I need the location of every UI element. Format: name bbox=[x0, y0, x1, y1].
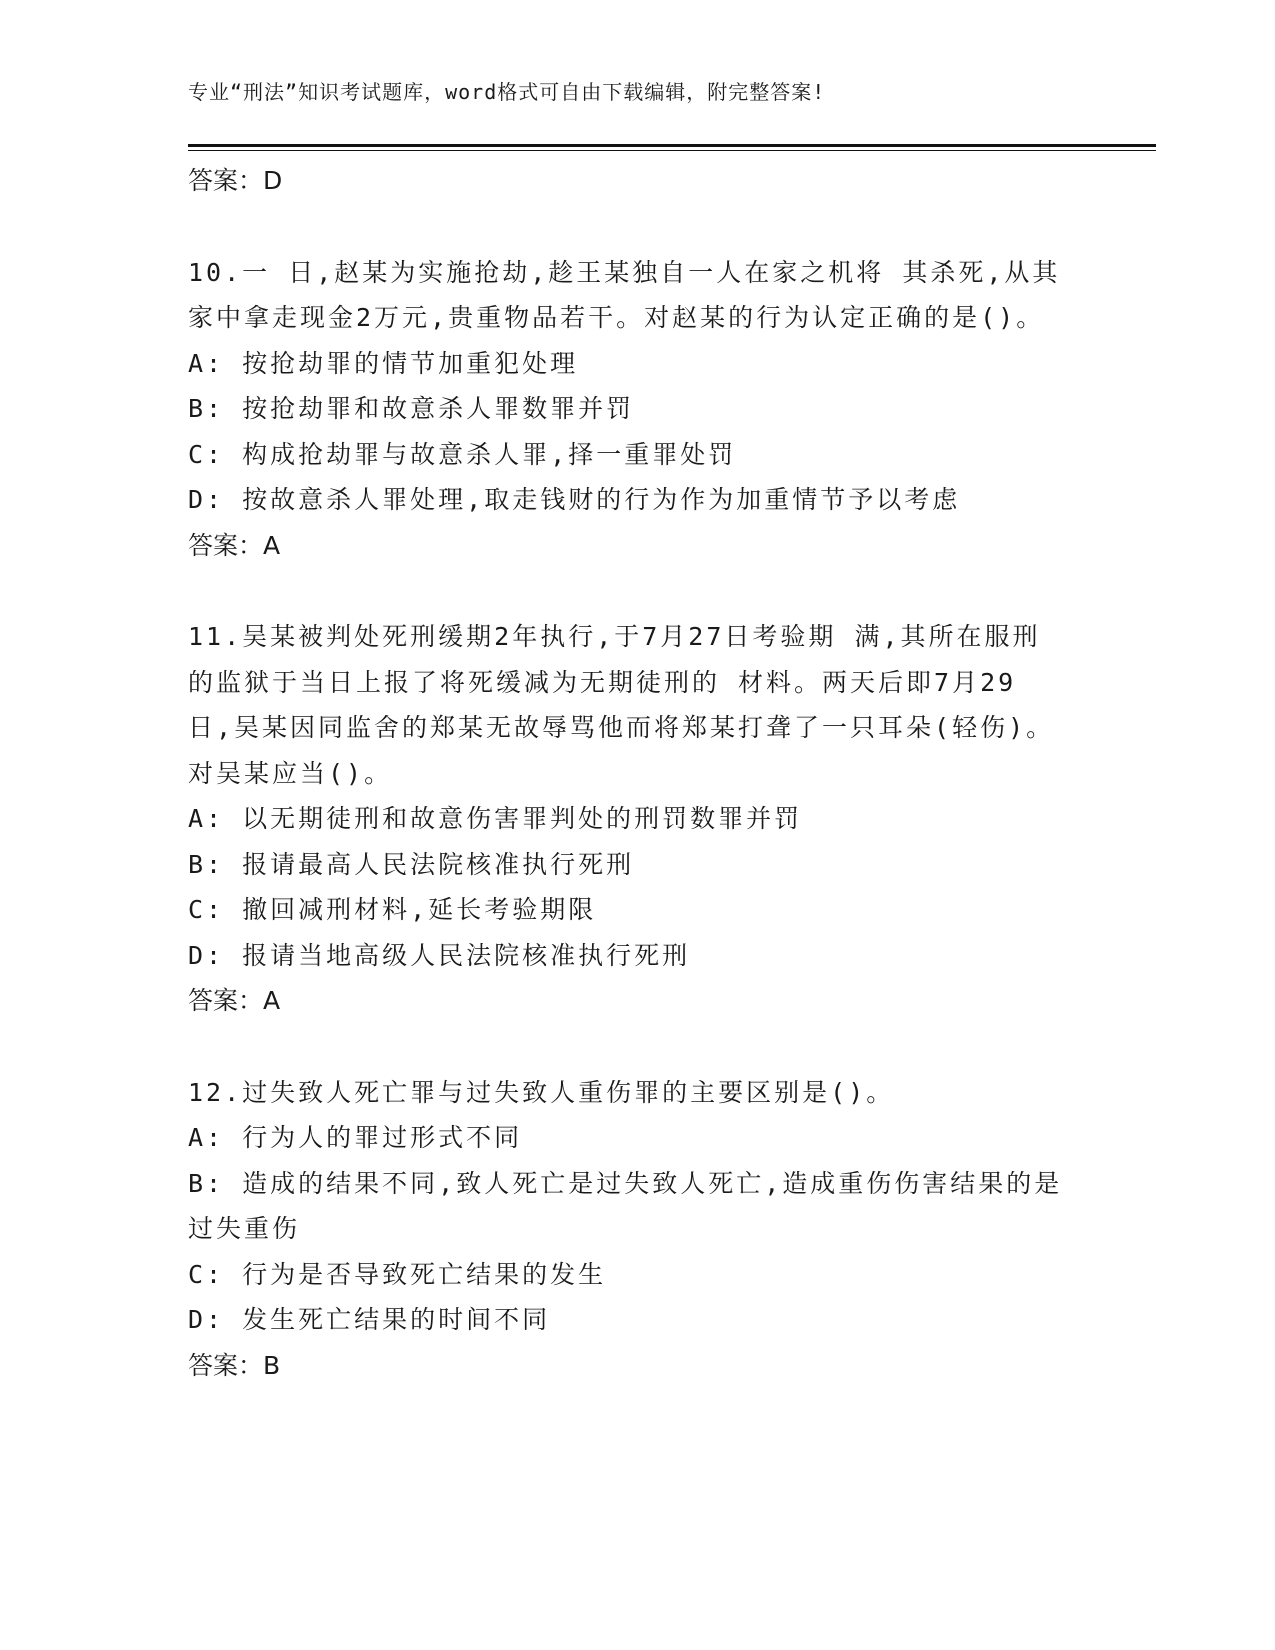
option-b: B: 报请最高人民法院核准执行死刑 bbox=[188, 849, 635, 879]
option-d: D: 按故意杀人罪处理,取走钱财的行为作为加重情节予以考虑 bbox=[188, 485, 961, 514]
spacer bbox=[188, 204, 1088, 250]
question-stem-line: 10.一 日,赵某为实施抢劫,趁王某独自一人在家之机将 其杀死,从其 bbox=[188, 257, 1061, 287]
question-block-12 bbox=[188, 1070, 1088, 1389]
option-b: B: 造成的结果不同,致人死亡是过失致人死亡,造成重伤伤害结果的是 bbox=[188, 1168, 1063, 1198]
answer-line: 答案：A bbox=[188, 530, 281, 560]
question-stem-line: 的监狱于当日上报了将死缓减为无期徒刑的 材料。两天后即7月29 bbox=[188, 667, 1017, 697]
question-block-10 bbox=[188, 250, 1088, 569]
option-d: D: 报请当地高级人民法院核准执行死刑 bbox=[188, 940, 691, 970]
option-c: C: 撤回减刑材料,延长考验期限 bbox=[188, 895, 597, 924]
header-rule-thin bbox=[188, 150, 1156, 151]
answer-line: 答案：A bbox=[188, 986, 281, 1015]
question-content bbox=[188, 158, 1088, 1388]
question-stem-line: 日,吴某因同监舍的郑某无故辱骂他而将郑某打聋了一只耳朵(轻伤)。 bbox=[188, 713, 1055, 742]
question-stem-line: 家中拿走现金2万元,贵重物品若干。对赵某的行为认定正确的是()。 bbox=[188, 303, 1045, 332]
option-a: A: 行为人的罪过形式不同 bbox=[188, 1123, 523, 1152]
option-b: B: 按抢劫罪和故意杀人罪数罪并罚 bbox=[188, 394, 635, 423]
option-a: A: 以无期徒刑和故意伤害罪判处的刑罚数罪并罚 bbox=[188, 804, 803, 833]
question-stem-line: 11.吴某被判处死刑缓期2年执行,于7月27日考验期 满,其所在服刑 bbox=[188, 622, 1041, 651]
question-stem-line: 对吴某应当()。 bbox=[188, 758, 393, 788]
previous-answer: 答案：D bbox=[188, 166, 283, 195]
question-stem-line: 12.过失致人死亡罪与过失致人重伤罪的主要区别是()。 bbox=[188, 1077, 895, 1107]
spacer bbox=[188, 568, 1088, 614]
option-a: A: 按抢劫罪的情节加重犯处理 bbox=[188, 348, 579, 378]
option-c: C: 行为是否导致死亡结果的发生 bbox=[188, 1259, 607, 1289]
option-d: D: 发生死亡结果的时间不同 bbox=[188, 1305, 551, 1334]
header-rule-thick bbox=[188, 144, 1156, 147]
page-header: 专业“刑法”知识考试题库，word格式可自由下载编辑，附完整答案! bbox=[188, 80, 826, 104]
answer-line: 答案：B bbox=[188, 1350, 281, 1380]
option-b-continued: 过失重伤 bbox=[188, 1214, 301, 1243]
option-c: C: 构成抢劫罪与故意杀人罪,择一重罪处罚 bbox=[188, 439, 737, 469]
spacer bbox=[188, 1024, 1088, 1070]
question-block-11 bbox=[188, 614, 1088, 1024]
